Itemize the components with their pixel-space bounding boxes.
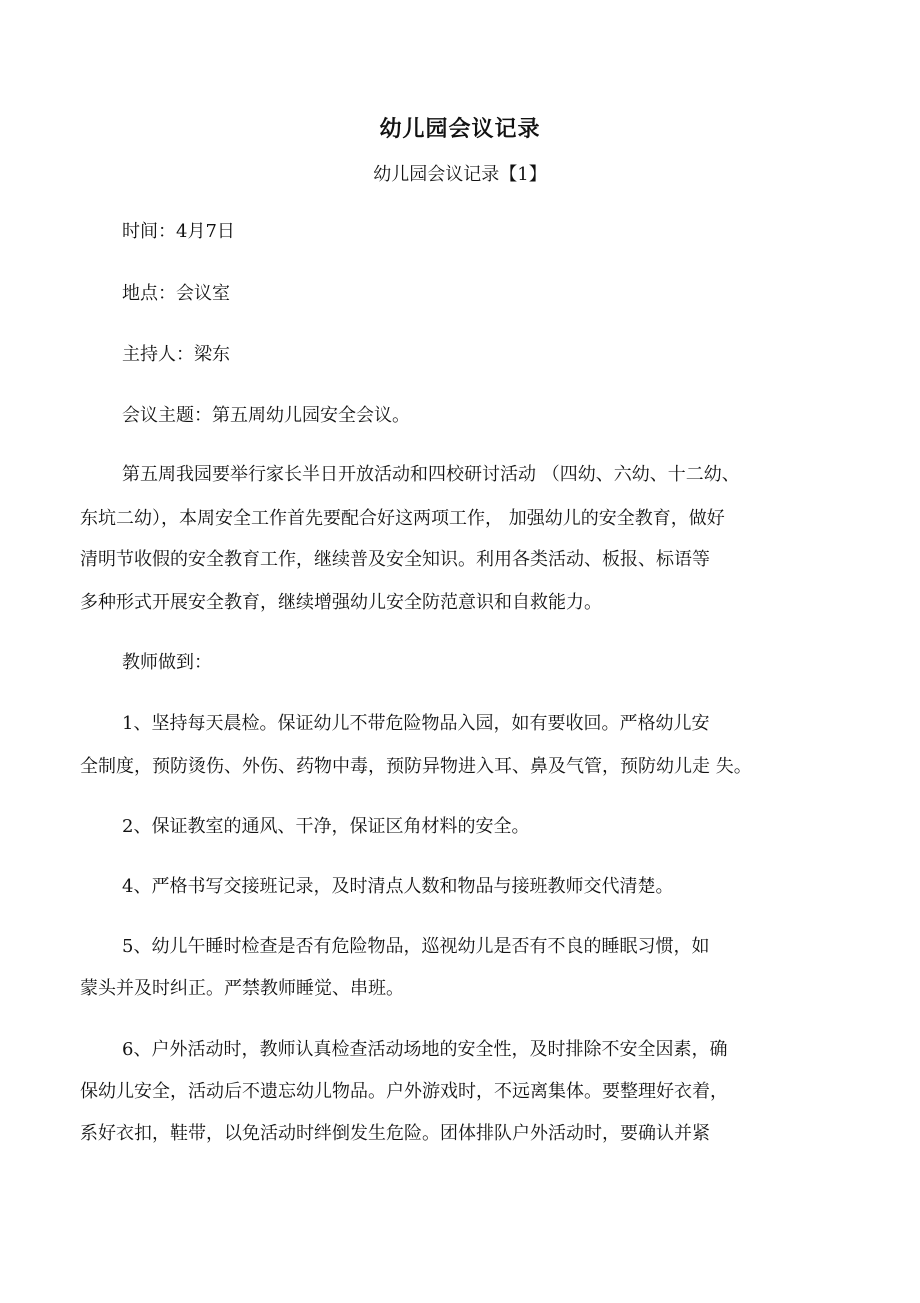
meeting-topic: 会议主题：第五周幼儿园安全会议。	[122, 405, 410, 426]
document-subtitle: 幼儿园会议记录【1】	[373, 164, 547, 185]
intro-line-3: 清明节收假的安全教育工作，继续普及安全知识。利用各类活动、板报、标语等	[80, 549, 710, 570]
document-title: 幼儿园会议记录	[379, 117, 541, 142]
intro-line-4: 多种形式开展安全教育，继续增强幼儿安全防范意识和自救能力。	[80, 592, 602, 613]
item6-line-3: 系好衣扣，鞋带，以免活动时绊倒发生危险。团体排队户外活动时，要确认并紧	[80, 1123, 710, 1144]
item6-line-1: 6、户外活动时，教师认真检查活动场地的安全性，及时排除不安全因素，确	[122, 1039, 728, 1060]
item6-line-2: 保幼儿安全，活动后不遗忘幼儿物品。户外游戏时，不远离集体。要整理好衣着，	[80, 1081, 728, 1102]
item5-line-2: 蒙头并及时纠正。严禁教师睡觉、串班。	[80, 978, 404, 999]
meeting-host: 主持人：梁东	[122, 344, 230, 365]
item2-line: 2、保证教室的通风、干净，保证区角材料的安全。	[122, 816, 530, 837]
item5-line-1: 5、幼儿午睡时检查是否有危险物品，巡视幼儿是否有不良的睡眠习惯，如	[122, 936, 710, 957]
meeting-place: 地点：会议室	[122, 283, 230, 304]
item1-line-2: 全制度，预防烫伤、外伤、药物中毒，预防异物进入耳、鼻及气管，预防幼儿走 失。	[80, 756, 752, 777]
item4-line: 4、严格书写交接班记录，及时清点人数和物品与接班教师交代清楚。	[122, 876, 674, 897]
intro-line-1: 第五周我园要举行家长半日开放活动和四校研讨活动 （四幼、六幼、十二幼、	[122, 464, 740, 485]
intro-line-2: 东坑二幼），本周安全工作首先要配合好这两项工作， 加强幼儿的安全教育，做好	[80, 508, 725, 529]
meeting-time: 时间：4月7日	[122, 221, 235, 242]
item1-line-1: 1、坚持每天晨检。保证幼儿不带危险物品入园，如有要收回。严格幼儿安	[122, 713, 710, 734]
teacher-heading: 教师做到：	[122, 652, 212, 673]
